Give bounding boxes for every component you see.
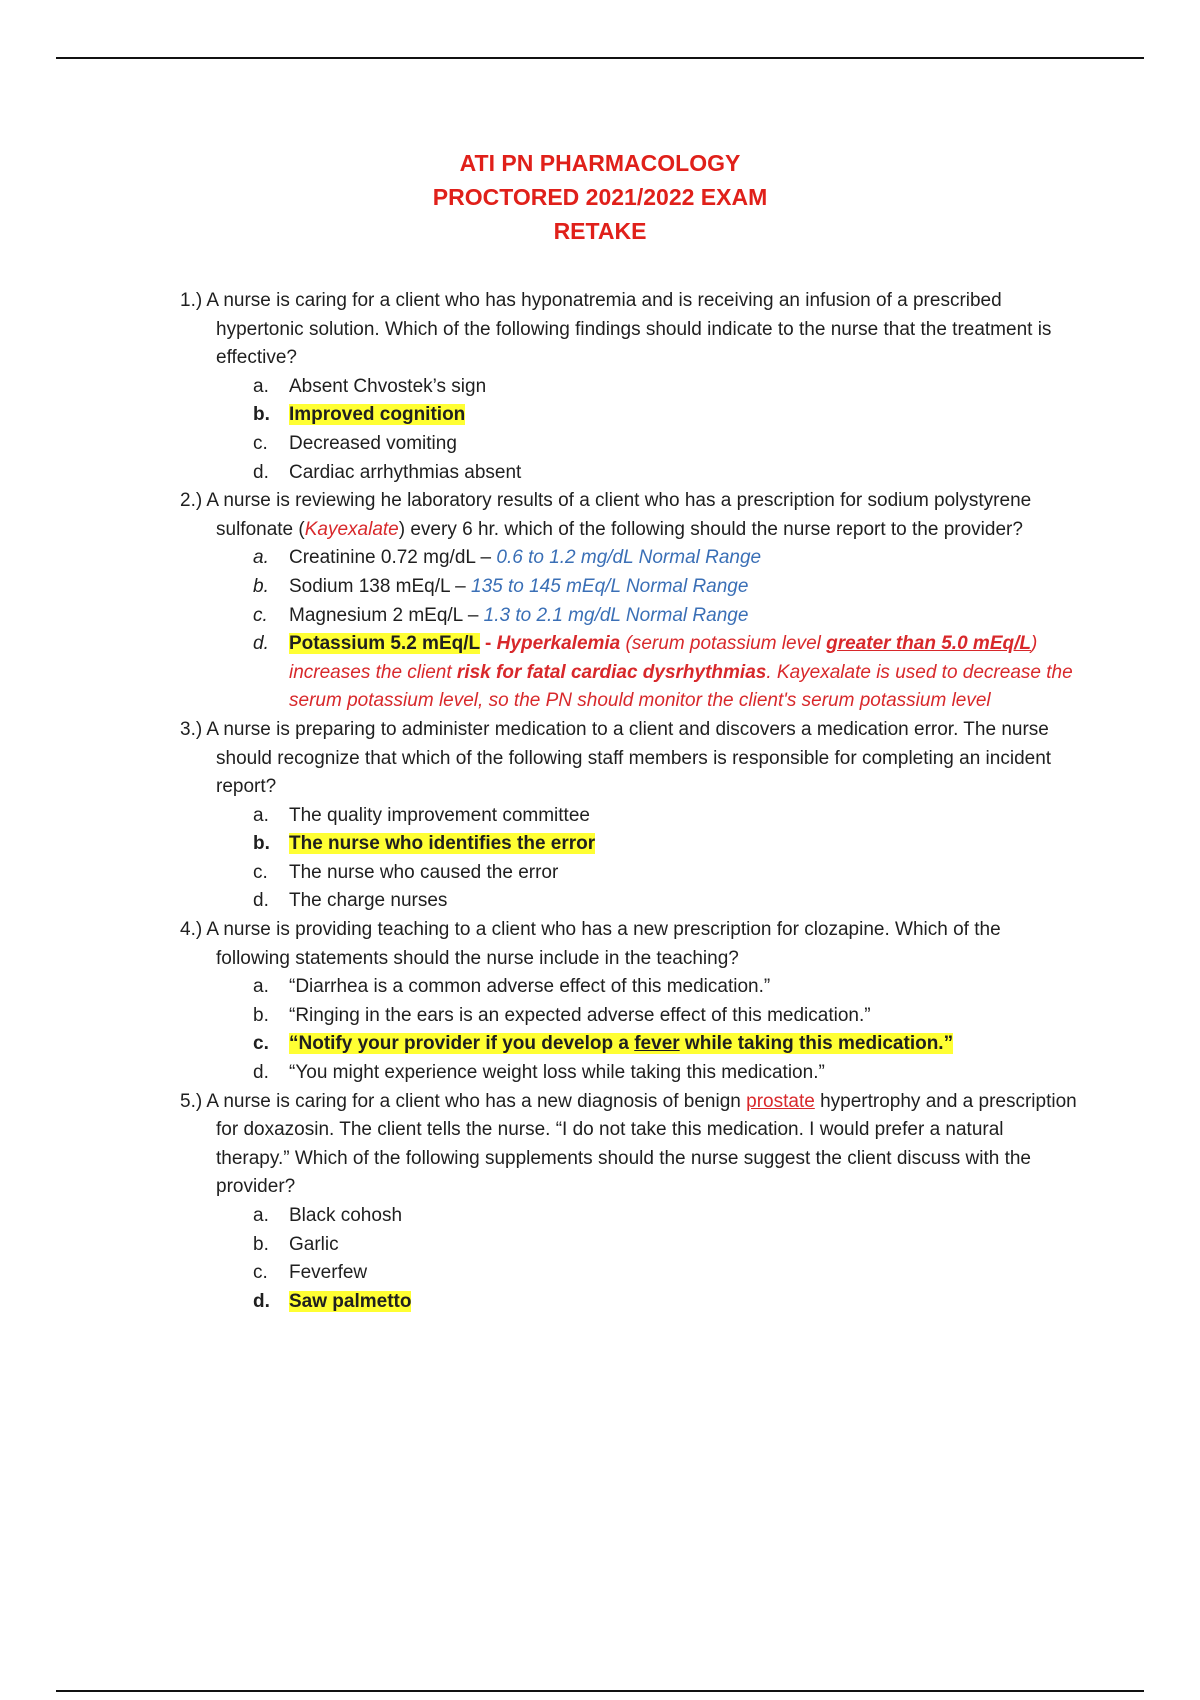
option-text: The charge nurses <box>289 890 448 912</box>
option-text: Sodium 138 mEq/L – <box>289 575 472 597</box>
option-text: “Ringing in the ears is an expected adverse effect of this medication.” <box>289 1004 871 1026</box>
option-letter: d. <box>253 1062 269 1084</box>
correct-answer-highlight: Improved cognition <box>289 404 466 426</box>
question-5-option-c <box>178 1259 1078 1288</box>
explanation-risk: risk for fatal cardiac dysrhythmias <box>456 661 767 683</box>
question-4-option-a <box>178 973 1078 1002</box>
option-letter: c. <box>253 861 268 883</box>
option-text: Black cohosh <box>289 1205 403 1226</box>
option-letter: a. <box>253 547 269 569</box>
explanation-part-2: ) increases the client <box>289 633 1038 683</box>
question-2-option-b <box>178 573 1078 602</box>
option-text: Absent Chvostek’s sign <box>289 375 487 397</box>
question-4-text: A nurse is providing teaching to a client who has a new prescription for clozapine. Which of the following statements should the nurse include in the teaching? <box>206 919 1001 969</box>
option-text: Decreased vomiting <box>289 432 457 454</box>
explanation-threshold: greater than 5.0 mEq/L <box>826 633 1031 655</box>
question-5-option-b <box>178 1231 1078 1260</box>
option-text: Feverfew <box>289 1262 368 1284</box>
option-letter: a. <box>253 1205 269 1226</box>
question-1-number: 1.) <box>180 290 203 311</box>
question-3 <box>178 716 1078 916</box>
question-4-option-d <box>178 1059 1078 1088</box>
document-title <box>0 146 1200 248</box>
question-1-option-b-correct <box>178 401 1078 430</box>
option-letter: d. <box>253 1290 270 1312</box>
option-text: “You might experience weight loss while taking this medication.” <box>289 1062 825 1084</box>
normal-range: 135 to 145 mEq/L Normal Range <box>471 575 749 597</box>
option-letter: a. <box>253 375 269 397</box>
question-5-option-a <box>178 1202 1078 1231</box>
option-letter: b. <box>253 1233 269 1255</box>
option-letter: a. <box>253 804 269 826</box>
question-2-option-d-correct <box>178 630 1078 716</box>
normal-range: 0.6 to 1.2 mg/dL Normal Range <box>496 547 762 569</box>
question-3-number: 3.) <box>180 718 203 740</box>
option-letter: c. <box>253 1033 269 1055</box>
question-5-text-start: A nurse is caring for a client who has a new diagnosis of benign <box>206 1090 747 1112</box>
explanation-term: Hyperkalemia <box>496 633 621 655</box>
question-1-option-d <box>178 459 1078 488</box>
correct-answer-highlight: The nurse who identifies the error <box>289 833 596 855</box>
question-1-text: A nurse is caring for a client who has hyponatremia and is receiving an infusion of a prescribed hypertonic solution. Which of the following findings should indicate to the nurse that the treatment is effective? <box>206 290 1052 369</box>
question-3-option-c <box>178 859 1078 888</box>
question-3-text: A nurse is preparing to administer medication to a client and discovers a medication error. The nurse should recognize that which of the following staff members is responsible for completing an incident report? <box>206 718 1052 798</box>
question-4-option-c-correct <box>178 1030 1078 1059</box>
option-letter: d. <box>253 890 269 912</box>
question-4-stem <box>178 916 1078 973</box>
explanation-part-3: . Kayexalate is used to decrease the serum potassium level, so the PN should monitor the client's serum potassium level <box>289 661 1073 712</box>
correct-answer-highlight <box>289 1033 953 1054</box>
question-5 <box>178 1088 1078 1317</box>
option-letter: b. <box>253 575 269 597</box>
question-5-number: 5.) <box>180 1090 203 1112</box>
question-3-option-d <box>178 887 1078 916</box>
option-text: Creatinine 0.72 mg/dL – <box>289 547 497 569</box>
explanation-part-1: (serum potassium level <box>620 633 827 655</box>
option-text: The nurse who caused the error <box>289 861 559 883</box>
option-letter: b. <box>253 833 270 855</box>
question-1-option-a <box>178 373 1078 402</box>
correct-answer-highlight: Potassium 5.2 mEq/L <box>289 633 480 655</box>
option-letter: d. <box>253 633 269 655</box>
option-text: Garlic <box>289 1233 339 1255</box>
question-2-text-end: ) every 6 hr. which of the following should the nurse report to the provider? <box>398 518 1023 540</box>
question-2-option-a <box>178 544 1078 573</box>
option-text: “Diarrhea is a common adverse effect of this medication.” <box>289 976 771 998</box>
question-2-number: 2.) <box>180 490 203 512</box>
option-letter: d. <box>253 461 269 483</box>
option-text: Magnesium 2 mEq/L – <box>289 604 484 626</box>
underlined-term-prostate: prostate <box>746 1090 815 1112</box>
explanation-dash: - <box>479 633 497 655</box>
question-list <box>178 287 1078 1316</box>
answer-text-start: “Notify your provider if you develop a <box>289 1033 635 1055</box>
normal-range: 1.3 to 2.1 mg/dL Normal Range <box>483 604 749 626</box>
question-2-text-start: A nurse is reviewing he laboratory results of a client who has a prescription for sodium polystyrene sulfonate ( <box>206 490 1032 540</box>
question-1-stem <box>178 287 1078 373</box>
option-letter: c. <box>253 604 268 626</box>
question-4-option-b <box>178 1002 1078 1031</box>
question-4 <box>178 916 1078 1088</box>
option-letter: c. <box>253 1262 268 1284</box>
question-2-option-c <box>178 602 1078 631</box>
question-5-text-end: hypertrophy and a prescription for doxazosin. The client tells the nurse. “I do not take this medication. I would prefer a natural therapy.” Which of the following supplements should the nurse suggest the client discuss with the provider? <box>216 1090 1077 1198</box>
question-3-stem <box>178 716 1078 802</box>
correct-answer-highlight: Saw palmetto <box>289 1290 412 1312</box>
question-4-number: 4.) <box>180 919 203 941</box>
title-line-1: ATI PN PHARMACOLOGY <box>459 150 741 176</box>
question-2 <box>178 487 1078 716</box>
question-5-stem <box>178 1088 1078 1202</box>
question-3-option-b-correct <box>178 830 1078 859</box>
drug-brand-name: Kayexalate <box>304 518 399 540</box>
option-text: Cardiac arrhythmias absent <box>289 461 522 483</box>
title-line-2: PROCTORED 2021/2022 EXAM <box>432 184 768 210</box>
question-2-stem <box>178 487 1078 544</box>
question-1-option-c <box>178 430 1078 459</box>
option-letter: b. <box>253 1004 269 1026</box>
answer-underlined-word: fever <box>634 1033 680 1055</box>
option-letter: a. <box>253 976 269 998</box>
option-text: The quality improvement committee <box>289 804 590 826</box>
question-3-option-a <box>178 802 1078 831</box>
footer-rule <box>56 1690 1144 1692</box>
question-1 <box>178 287 1078 487</box>
option-letter: c. <box>253 432 268 454</box>
option-letter: b. <box>253 404 270 426</box>
answer-text-end: while taking this medication.” <box>679 1033 954 1055</box>
question-5-option-d-correct <box>178 1288 1078 1317</box>
title-line-3: RETAKE <box>553 218 647 244</box>
header-rule <box>56 57 1144 59</box>
